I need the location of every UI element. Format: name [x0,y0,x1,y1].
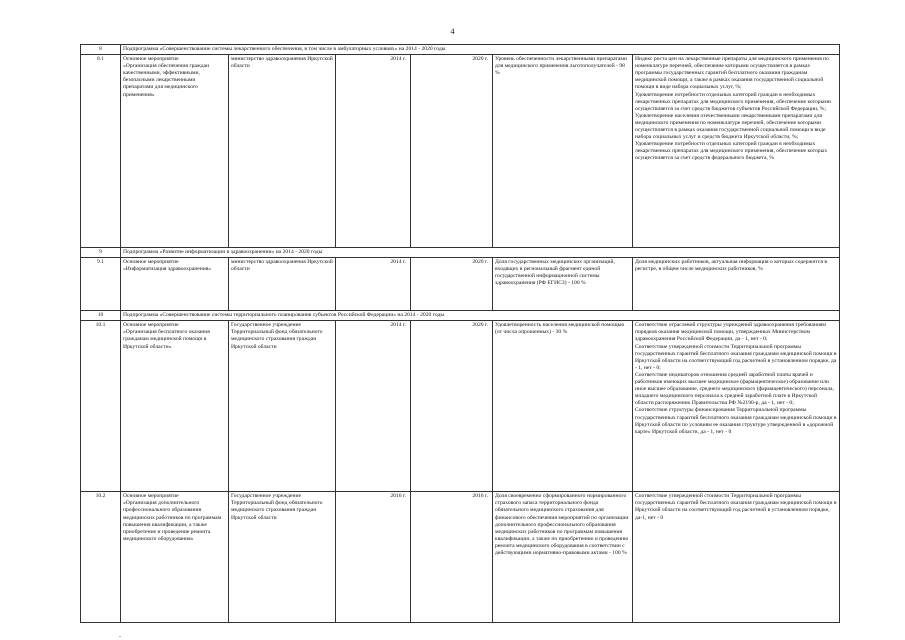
row-number: 8.1 [81,55,121,248]
result-cell: Уровень обеспеченности лекарственными препаратами для медицинского применения льготополучателей - 98 % [493,55,633,248]
end-year-cell: 2020 г. [411,258,493,311]
table-row [81,55,840,248]
executor-cell: министерство здравоохранения Иркутской области [229,55,336,248]
result-cell: Удовлетворенность населения медицинской помощью (от числа опрошенных) - 30 % [493,321,633,492]
indicators-cell: Доля медицинских работников, актуальная информация о которых содержится в регистре, в общем числе медицинских работников, % [633,258,840,311]
stray-mark: . [119,630,121,639]
subprogram-title: Подпрограмма «Совершенствование системы лекарственного обеспечения, в том числе в амбулаторных условиях» на 2014 - 2020 годы [121,45,840,55]
row-number: 10.2 [81,492,121,623]
start-year-cell: 2014 г. [336,321,411,492]
end-year-cell: 2020 г. [411,55,493,248]
event-cell: Основное мероприятие «Информатизация здравоохранения» [121,258,229,311]
page-number: 4 [450,27,455,36]
indicators-cell: Соответствие утвержденной стоимости Территориальной программы государственных гарантий бесплатного оказания гражданам медицинской помощи в Иркутской области на соответствующий год расчетной в установленном порядке, да-1, нет - 0 [633,492,840,623]
start-year-cell: 2014 г. [336,258,411,311]
subprogram-number: 8 [81,45,121,55]
subprogram-row-9 [81,248,840,258]
row-number: 9.1 [81,258,121,311]
event-cell: Основное мероприятие «Организация дополнительного профессионального образования медицинских работников по программам повышения квалификации, а также приобретение и проведение ремонта медицинского оборудования» [121,492,229,623]
start-year-cell: 2016 г. [336,492,411,623]
start-year-cell: 2014 г. [336,55,411,248]
subprogram-number: 9 [81,248,121,258]
subprogram-title: Подпрограмма «Развитие информатизации в здравоохранении» на 2014 - 2020 годы [121,248,840,258]
subprogram-title: Подпрограмма «Совершенствование системы территориального планирования субъектов Российской Федерации» на 2014 - 2020 годы [121,311,840,321]
table-row [81,258,840,311]
event-cell: Основное мероприятие «Организация обеспечения граждан качественными, эффективными, безопасными лекарственными препаратами для медицинского применения» [121,55,229,248]
row-number: 10.1 [81,321,121,492]
event-cell: Основное мероприятие «Организация бесплатного оказания гражданам медицинской помощи в Иркутской области» [121,321,229,492]
subprogram-number: 10 [81,311,121,321]
result-cell: Доля государственных медицинских организаций, входящих в региональный фрагмент единой государственной информационной системы здравоохранения (РФ ЕГИСЗ) - 100 % [493,258,633,311]
result-cell: Доля своевременно сформированного нормированного страхового запаса территориального фонда обязательного медицинского страхования для финансового обеспечения мероприятий по организации дополнительного профессионального образования медицинских работников по программам повышения квалификации, а также по приобретению и проведению ремонта медицинского оборудования в соответствии с действующими нормативно-правовыми актами - 100 % [493,492,633,623]
table-row [81,321,840,492]
subprogram-row-8 [81,45,840,55]
indicators-cell: Индекс роста цен на лекарственные препараты для медицинского применения по номенклатуре перечней, обеспечение которыми осуществляется в рамках программы государственных гарантий бесплатного оказания гражданам медицинской помощи, а также в рамках оказания государственной социальной помощи в виде набора социальных услуг, %; Удовлетворение потребности отдельных категорий граждан в необходимых лекарственных препаратах для медицинского применения, обеспечение которыми осуществляется за счет средств бюджетов субъектов Российской Федерации, %; Удовлетворение населения отечественными лекарственными препаратами для медицинского применения по номенклатуре перечней, обеспечение которыми осуществляется в рамках оказания государственной социальной помощи в виде набора социальных услуг и средств бюджета Иркутской области, %; Удовлетворение потребности отдельных категорий граждан в необходимых лекарственных препаратах для медицинского применения, обеспечение которых осуществляется за счет средств федерального бюджета, % [633,55,840,248]
executor-cell: Государственное учреждение Территориальный фонд обязательного медицинского страхования граждан Иркутской области [229,321,336,492]
table-row [81,492,840,623]
subprogram-row-10 [81,311,840,321]
end-year-cell: 2016 г. [411,492,493,623]
executor-cell: Государственное учреждение Территориальный фонд обязательного медицинского страхования граждан Иркутской области [229,492,336,623]
indicators-cell: Соответствие отраслевой структуры учреждений здравоохранения требованиям порядков оказания медицинской помощи, утвержденных Министерством здравоохранения Российской Федерации, да - 1, нет - 0; Соответствие утвержденной стоимости Территориальной программы государственных гарантий бесплатного оказания гражданам медицинской помощи в Иркутской области на соответствующий год расчетной в установленном порядке, да - 1, нет - 0; Соответствие индикаторов отношения средней заработной платы врачей и работников имеющих высшее медицинское (фармацевтическое) образование или иное высшее образование, среднего медицинского (фармацевтического) персонала, младшего медицинского персонала к средней заработной плате в Иркутской области распоряжению Правительства РФ №2190-р, да - 1, нет - 0; Соответствие структуры финансирования Территориальной программы государственных гарантий бесплатного оказания гражданам медицинской помощи в Иркутской области по условиям ее оказания структуре утвержденной в «дорожной карте» Иркутской области, да - 1, нет - 0 [633,321,840,492]
executor-cell: министерство здравоохранения Иркутской области [229,258,336,311]
end-year-cell: 2020 г. [411,321,493,492]
program-events-table [80,44,840,623]
